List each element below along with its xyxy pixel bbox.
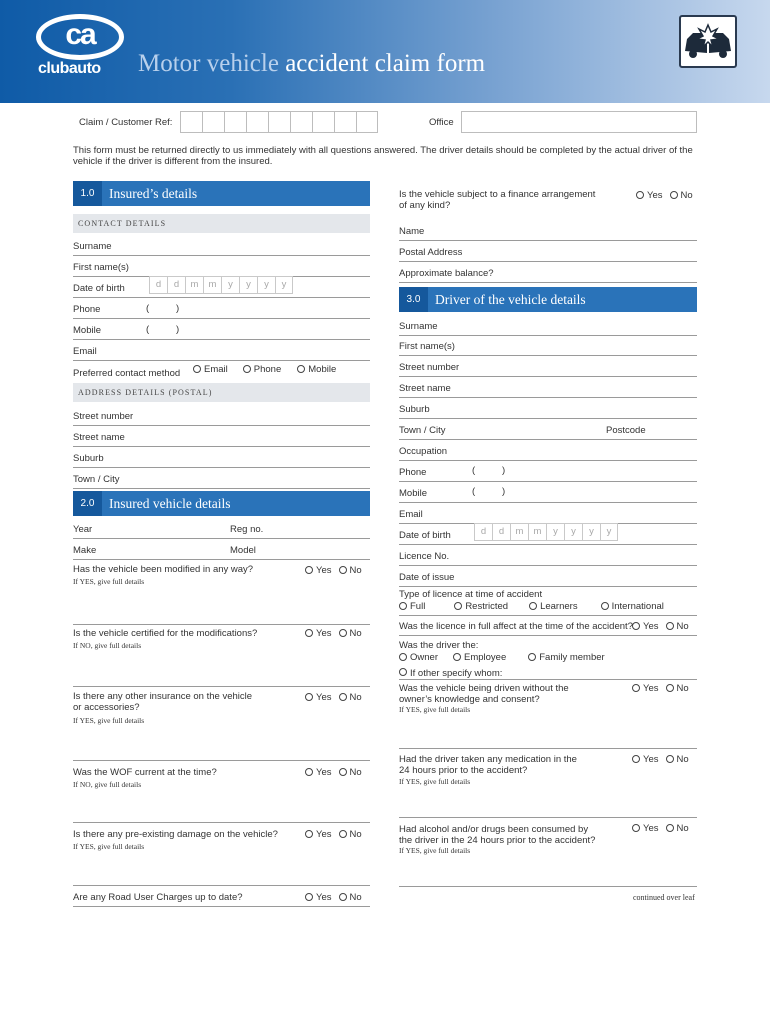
q-consent: Was the vehicle being driven without the owner’s knowledge and consent? (399, 683, 569, 705)
dob-field: Date of birth (73, 277, 370, 298)
mobile-field[interactable]: Mobile (73, 319, 370, 340)
driver-email-field[interactable]: Email (399, 503, 697, 524)
ruc-yes-no[interactable]: Yes No (305, 892, 362, 903)
first-name-field[interactable]: First name(s) (73, 256, 370, 277)
damage-yes-no[interactable]: Yes No (305, 829, 362, 840)
office-input[interactable] (461, 111, 697, 133)
insured-dob-input[interactable]: d d m m y y y y (149, 276, 293, 294)
licence-learners-radio[interactable]: Learners (529, 601, 578, 612)
claim-ref-input[interactable] (180, 111, 378, 133)
certified-yes-no[interactable]: Yes No (305, 628, 362, 639)
driver-owner-radio[interactable]: Owner (399, 652, 438, 663)
licence-full-yes-no[interactable]: Yes No (632, 621, 689, 632)
consent-yes-no[interactable]: Yes No (632, 683, 689, 694)
q-ruc: Are any Road User Charges up to date? (73, 892, 243, 903)
insured-suburb-field[interactable]: Suburb (73, 447, 370, 468)
note-modified: If YES, give full details (73, 577, 145, 586)
preferred-contact-row: Preferred contact method (73, 368, 181, 379)
wof-yes-no[interactable]: Yes No (305, 767, 362, 778)
driver-phone-field[interactable]: Phone (399, 461, 697, 482)
driver-street-number-field[interactable]: Street number (399, 356, 697, 377)
driver-relation-options (399, 652, 605, 663)
q-modified: Has the vehicle been modified in any way? (73, 564, 254, 575)
driver-surname-field[interactable]: Surname (399, 315, 697, 336)
finance-balance-field[interactable]: Approximate balance? (399, 262, 697, 283)
note-alcohol: If YES, give full details (399, 846, 471, 855)
driver-other-radio[interactable]: If other specify whom: (399, 668, 502, 679)
intro-text: This form must be returned directly to us immediately with all questions answered. The driver details should be completed by the actual driver of the vehicle if the driver is different from the insured. (73, 145, 693, 167)
other-insurance-yes-no[interactable]: Yes No (305, 692, 362, 703)
header-banner (0, 0, 770, 103)
contact-details-heading: CONTACT DETAILS (73, 214, 370, 233)
date-of-issue-field[interactable]: Date of issue (399, 566, 697, 587)
finance-name-field[interactable]: Name (399, 220, 697, 241)
note-damage: If YES, give full details (73, 842, 145, 851)
continued-note: continued over leaf (633, 893, 695, 902)
note-medication: If YES, give full details (399, 777, 471, 786)
note-consent: If YES, give full details (399, 705, 471, 714)
address-details-heading: ADDRESS DETAILS (POSTAL) (73, 383, 370, 402)
q-other-insurance: Is there any other insurance on the vehicle or accessories? (73, 691, 253, 713)
finance-postal-field[interactable]: Postal Address (399, 241, 697, 262)
section-3-header: 3.0 Driver of the vehicle details (399, 287, 697, 312)
licence-type-label: Type of licence at time of accident (399, 589, 543, 600)
modified-yes-no[interactable]: Yes No (305, 565, 362, 576)
licence-international-radio[interactable]: International (601, 601, 664, 612)
page-title: Motor vehicle accident claim form (138, 50, 486, 77)
claim-ref-label: Claim / Customer Ref: (79, 116, 173, 128)
email-field[interactable]: Email (73, 340, 370, 361)
year-field[interactable]: Year Reg no. (73, 518, 370, 539)
alcohol-yes-no[interactable]: Yes No (632, 823, 689, 834)
section-1-header: 1.0 Insured’s details (73, 181, 370, 206)
driver-dob-field: Date of birth (399, 524, 697, 545)
licence-restricted-radio[interactable]: Restricted (454, 601, 508, 612)
insured-street-number-field[interactable]: Street number (73, 405, 370, 426)
driver-occupation-field[interactable]: Occupation (399, 440, 697, 461)
q-finance: Is the vehicle subject to a finance arrangement of any kind? (399, 189, 596, 211)
surname-field[interactable]: Surname (73, 235, 370, 256)
pref-mobile-radio[interactable]: Mobile (297, 364, 336, 375)
q-alcohol: Had alcohol and/or drugs been consumed by the driver in the 24 hours prior to the accident? (399, 824, 596, 846)
pref-phone-radio[interactable]: Phone (243, 364, 281, 375)
clubauto-logo: ca clubauto (36, 14, 126, 84)
driver-employee-radio[interactable]: Employee (453, 652, 506, 663)
car-crash-icon (679, 15, 737, 68)
office-label: Office (429, 117, 454, 128)
q-medication: Had the driver taken any medication in the 24 hours prior to the accident? (399, 754, 577, 776)
driver-family-radio[interactable]: Family member (528, 652, 604, 663)
driver-first-name-field[interactable]: First name(s) (399, 335, 697, 356)
note-other-insurance: If YES, give full details (73, 716, 145, 725)
note-wof: If NO, give full details (73, 780, 142, 789)
driver-street-name-field[interactable]: Street name (399, 377, 697, 398)
section-2-header: 2.0 Insured vehicle details (73, 491, 370, 516)
preferred-contact-options (193, 364, 336, 375)
make-field[interactable]: Make Model (73, 539, 370, 560)
pref-email-radio[interactable]: Email (193, 364, 228, 375)
driver-town-field[interactable]: Town / City Postcode (399, 419, 697, 440)
claim-ref-row (79, 111, 378, 133)
q-wof: Was the WOF current at the time? (73, 767, 217, 778)
q-damage: Is there any pre-existing damage on the vehicle? (73, 829, 278, 840)
note-certified: If NO, give full details (73, 641, 142, 650)
finance-yes-no[interactable]: Yes No (636, 190, 693, 201)
insured-street-name-field[interactable]: Street name (73, 426, 370, 447)
driver-suburb-field[interactable]: Suburb (399, 398, 697, 419)
q-certified: Is the vehicle certified for the modifications? (73, 628, 258, 639)
licence-full-radio[interactable]: Full (399, 601, 425, 612)
phone-field[interactable]: Phone (73, 298, 370, 319)
q-licence-full: Was the licence in full affect at the time of the accident? (399, 621, 633, 632)
medication-yes-no[interactable]: Yes No (632, 754, 689, 765)
licence-type-options (399, 601, 664, 612)
driver-mobile-field[interactable]: Mobile (399, 482, 697, 503)
driver-dob-input[interactable]: d d m m y y y y (474, 523, 618, 541)
insured-town-field[interactable]: Town / City (73, 468, 370, 489)
licence-no-field[interactable]: Licence No. (399, 545, 697, 566)
driver-was-label: Was the driver the: (399, 640, 479, 651)
